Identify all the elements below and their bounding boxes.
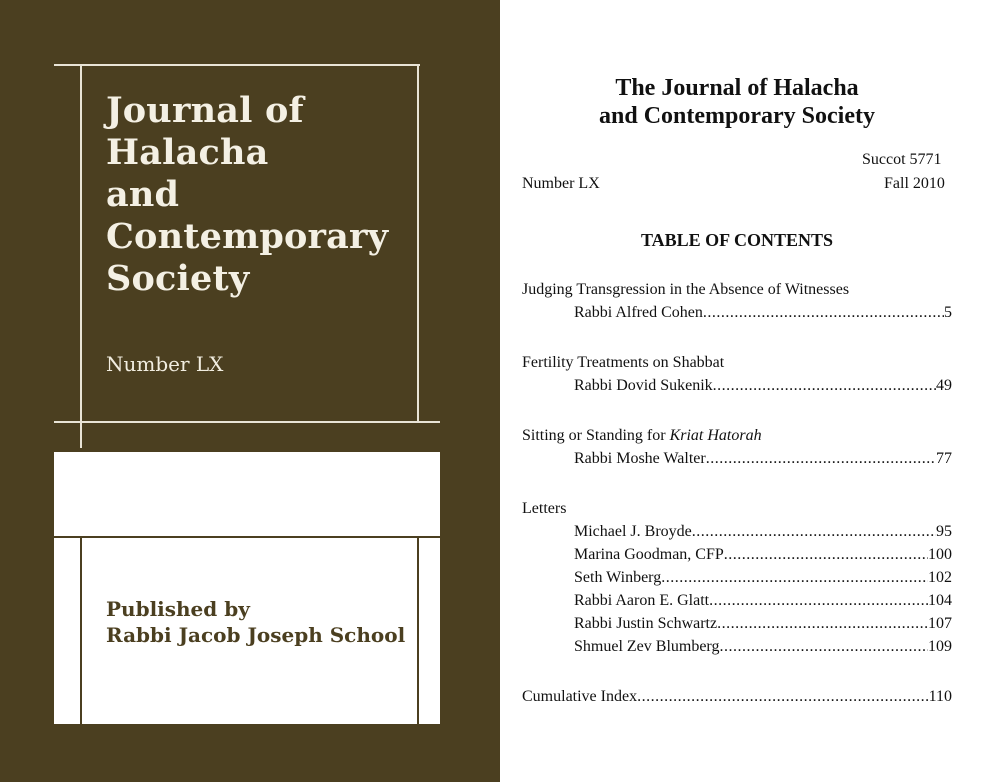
toc-entry[interactable]: [522, 374, 952, 397]
toc-entry-author: Rabbi Aaron E. Glatt: [574, 592, 710, 609]
cover-frame-bottom-line: [54, 421, 440, 423]
toc-entry-page: 5: [944, 304, 952, 321]
journal-cover: [0, 0, 500, 782]
toc-entry-author: Shmuel Zev Blumberg: [574, 638, 720, 655]
toc-section-title: Fertility Treatments on Shabbat: [522, 354, 725, 371]
toc-entry-author: Rabbi Dovid Sukenik: [574, 377, 713, 394]
toc-entry[interactable]: [522, 520, 952, 543]
toc-cumulative-index[interactable]: [522, 685, 952, 708]
toc-entry-author: Michael J. Broyde: [574, 523, 692, 540]
toc-entry-author: Rabbi Alfred Cohen: [574, 304, 703, 321]
toc-entry-page: 95: [936, 523, 952, 540]
cover-title: [106, 90, 436, 300]
toc-entry[interactable]: [522, 301, 952, 324]
contents-page: [500, 0, 1004, 782]
cover-publisher: [106, 596, 436, 648]
toc-entry-author: Rabbi Moshe Walter: [574, 450, 706, 467]
toc-entry[interactable]: [522, 612, 952, 635]
toc-leader-dots: [692, 520, 936, 543]
cover-title-line: Journal of: [106, 90, 304, 131]
cover-frame-top-line: [54, 64, 420, 66]
page-title-line: The Journal of Halacha: [615, 75, 859, 101]
panel-left-line: [80, 536, 82, 724]
toc-entry-page: 107: [928, 615, 952, 632]
toc-entry-page: 49: [936, 377, 952, 394]
toc-entry[interactable]: [522, 635, 952, 658]
issue-number: Number LX: [522, 175, 600, 192]
toc-leader-dots: [719, 635, 928, 658]
toc-leader-dots: [706, 447, 936, 470]
toc-leader-dots: [661, 566, 928, 589]
toc-entry-page: 100: [928, 546, 952, 563]
toc-leader-dots: [713, 374, 936, 397]
toc-heading: TABLE OF CONTENTS: [640, 230, 834, 250]
toc-entry-author: Marina Goodman, CFP: [574, 546, 724, 563]
toc-entry[interactable]: [522, 589, 952, 612]
publisher-line: Published by: [106, 597, 250, 621]
toc-entry[interactable]: [522, 566, 952, 589]
cover-publisher-panel: [54, 452, 440, 724]
page-title: [500, 74, 974, 130]
toc-section-title-text: Sitting or Standing for: [522, 427, 670, 444]
toc-entry-page: 109: [928, 638, 952, 655]
toc-entry[interactable]: [522, 447, 952, 470]
issue-date: Fall 2010: [884, 175, 945, 192]
cover-frame-left-line: [80, 64, 82, 448]
toc-leader-dots: [724, 543, 928, 566]
publisher-line: Rabbi Jacob Joseph School: [106, 623, 406, 647]
panel-top-line: [54, 536, 440, 538]
cover-issue-number: Number LX: [106, 352, 224, 376]
toc-leader-dots: [709, 589, 928, 612]
cover-title-line: Halacha: [106, 132, 269, 173]
page-title-line: and Contemporary Society: [599, 103, 875, 129]
toc-section-title-italic: Kriat Hatorah: [669, 427, 762, 444]
toc-section-title: Letters: [522, 500, 567, 517]
toc-entry-page: 102: [928, 569, 952, 586]
toc-section-title: Judging Transgression in the Absence of Witnesses: [522, 281, 850, 298]
toc-leader-dots: [703, 301, 944, 324]
toc-section-title: [522, 424, 952, 447]
toc-entry-author: Seth Winberg: [574, 569, 662, 586]
table-of-contents: [522, 278, 952, 708]
toc-cumulative-label: Cumulative Index: [522, 688, 638, 705]
issue-season: Succot 5771: [862, 151, 942, 168]
toc-entry-page: 110: [928, 688, 952, 705]
toc-entry[interactable]: [522, 543, 952, 566]
toc-entry-page: 77: [936, 450, 952, 467]
toc-leader-dots: [717, 612, 928, 635]
cover-title-line: Society: [106, 258, 250, 299]
toc-entry-author: Rabbi Justin Schwartz: [574, 615, 718, 632]
cover-title-line: Contemporary: [106, 216, 389, 257]
cover-title-line: and: [106, 174, 180, 215]
toc-entry-page: 104: [928, 592, 952, 609]
toc-leader-dots: [637, 685, 929, 708]
